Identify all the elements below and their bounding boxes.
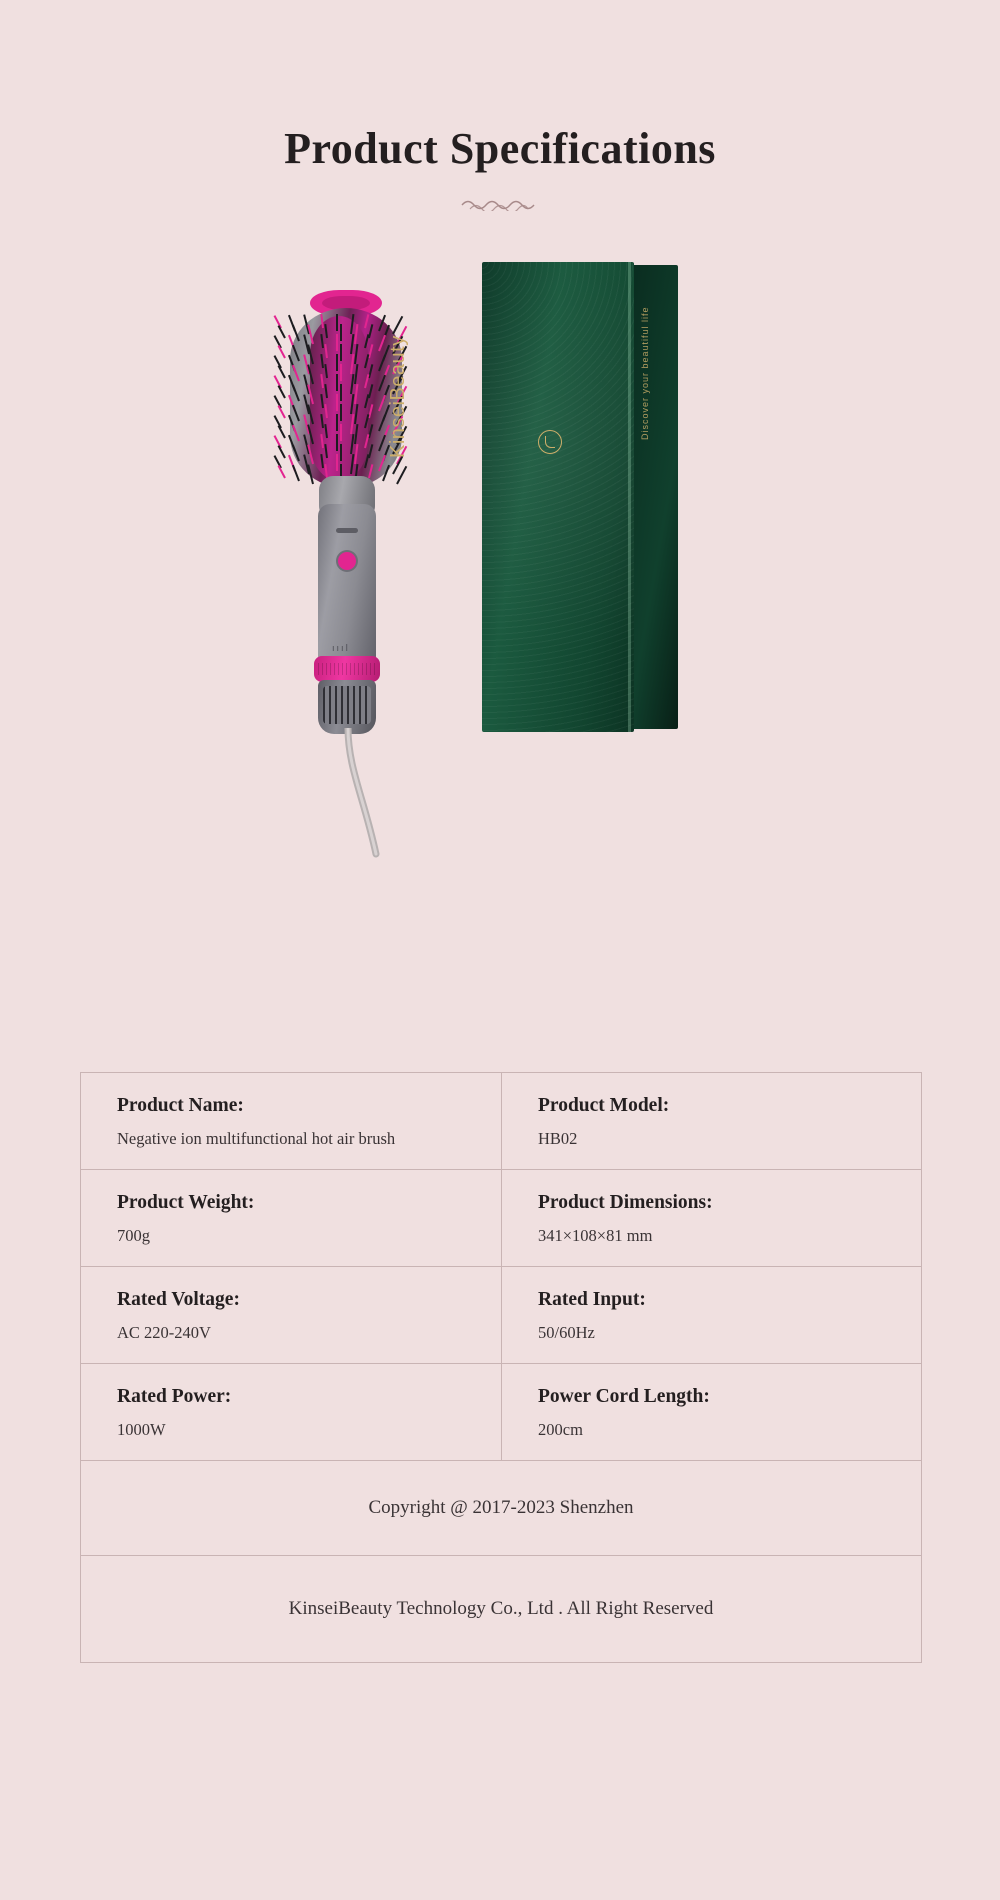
spec-label: Product Model: [538, 1095, 670, 1116]
brush-bristle [336, 334, 338, 351]
spec-cell-rated-input [501, 1267, 921, 1363]
product-gift-box [387, 262, 682, 732]
brush-bristle [340, 384, 342, 401]
spec-cell-rated-power [81, 1364, 501, 1460]
page-title: Product Specifications [284, 124, 716, 173]
brush-bristle [336, 434, 338, 451]
table-row [81, 1266, 921, 1363]
spec-cell-rated-voltage [81, 1267, 501, 1363]
spec-value: 200cm [538, 1420, 583, 1439]
brush-bristle [336, 394, 338, 411]
spec-value: 700g [117, 1226, 150, 1245]
spec-label: Product Dimensions: [538, 1192, 713, 1213]
brush-bristle [340, 364, 342, 381]
handle-accent-ring [314, 656, 380, 682]
brush-bristle [396, 466, 407, 485]
spec-label: Rated Input: [538, 1289, 646, 1310]
wavy-divider-icon [0, 197, 1000, 216]
spec-value: HB02 [538, 1129, 578, 1148]
spec-cell-product-dimensions [501, 1170, 921, 1266]
brush-bristle [336, 454, 338, 471]
spec-cell-product-model [501, 1073, 921, 1169]
brush-bristle [336, 374, 338, 391]
brush-bristle [336, 354, 338, 371]
brush-bristle [340, 444, 342, 461]
spec-label: Product Name: [117, 1095, 244, 1116]
handle-indicator: ıııl [332, 644, 351, 655]
box-brand-name: KinseiBeauty [387, 335, 409, 459]
spec-label: Rated Power: [117, 1386, 232, 1407]
spec-cell-product-name [81, 1073, 501, 1169]
brush-bristle [340, 344, 342, 361]
spec-cell-power-cord-length [501, 1364, 921, 1460]
box-edge-seam [628, 262, 631, 732]
specifications-table [80, 1072, 922, 1663]
table-row [81, 1073, 921, 1169]
brush-barrel-core [310, 316, 368, 481]
spec-cell-product-weight [81, 1170, 501, 1266]
spec-value: Negative ion multifunctional hot air brush [117, 1129, 396, 1148]
spec-value: 341×108×81 mm [538, 1226, 653, 1245]
brush-bristle [340, 424, 342, 441]
spec-label: Power Cord Length: [538, 1386, 710, 1407]
brush-bristle [336, 414, 338, 431]
spec-value: AC 220-240V [117, 1323, 211, 1342]
air-vent [318, 680, 376, 734]
box-front-panel [482, 262, 634, 732]
spec-label: Product Weight: [117, 1192, 255, 1213]
power-cord [320, 728, 376, 856]
copyright-line-1: Copyright @ 2017-2023 Shenzhen [81, 1460, 921, 1555]
brush-bristle [292, 465, 300, 482]
spec-value: 1000W [117, 1420, 166, 1439]
spec-label: Rated Voltage: [117, 1289, 240, 1310]
table-row [81, 1169, 921, 1266]
brush-bristle [340, 324, 342, 341]
copyright-line-2: KinseiBeauty Technology Co., Ltd . All Right Reserved [81, 1555, 921, 1662]
box-tagline: Discover your beautiful life [640, 306, 650, 441]
spec-value: 50/60Hz [538, 1323, 595, 1342]
handle-slot [336, 528, 358, 533]
product-image [0, 262, 1000, 862]
brush-bristle [340, 404, 342, 421]
table-row [81, 1363, 921, 1460]
brush-bristle [336, 314, 338, 331]
